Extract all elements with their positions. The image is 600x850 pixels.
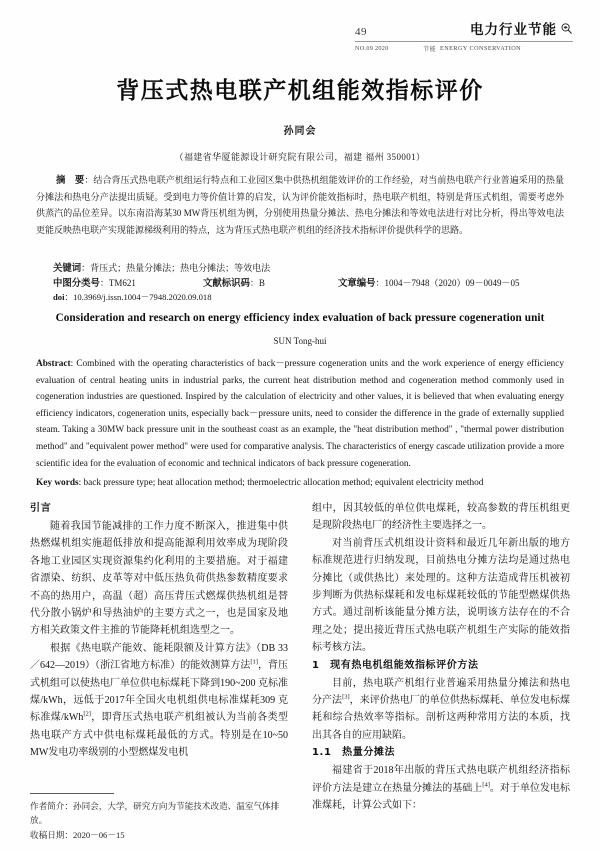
page-number: 49	[355, 26, 367, 38]
abstract-label-en: Abstract	[36, 359, 71, 369]
clc-label: 中图分类号	[53, 278, 100, 289]
doccode-label: 文献标识码	[203, 278, 250, 289]
citation-ref: [1]	[250, 658, 258, 666]
paragraph	[312, 675, 570, 745]
article-title-cn: 背压式热电联产机组能效指标评价	[116, 78, 484, 104]
left-column	[30, 500, 288, 846]
keywords-line-cn	[53, 261, 565, 276]
citation-ref: [3]	[342, 693, 350, 701]
paragraph	[30, 640, 288, 762]
title-block	[0, 78, 600, 163]
footnote-author-bio: 作者简介：孙同会，大学，研究方向为节能技术改造、温室气体排放。	[30, 800, 280, 825]
abstract-text-en: : Combined with the operating characteristics of back－pressure cogeneration units and the work experience of energy efficiency evaluation of central heating units in industrial parks, the current heat distribution method and cogeneration method commonly used in cogeneration industries are questioned. Inspired by the calculation of electricity and other values, it is believed that when evaluating energy efficiency indicators, cogeneration units, especially back－pressure units, need to consider the difference in the grade of externally supplied steam. Taking a 30MW back pressure unit in the southeast coast as an example, the "heat distribution method" , "thermal power distribution method" and "equivalent power method" were used for comparative analysis. The characteristics of energy cascade utilization provide a more scientific idea for the evaluation of economic and technical indicators of back pressure cogeneration.	[36, 359, 564, 469]
paragraph-part: 福建省于2018年出版的背压式热电联产机组经济指标评价方法是建立在热量分摊法的基础上	[312, 765, 570, 794]
paragraph-part: 根据《热电联产能效、能耗限额及计算方法》（DB 33／642—2019）（浙江省地方标准）的能效测算方法	[30, 642, 288, 672]
paragraph-part: ，即背压式热电联产机组被认为当前各类型热电联产方式中供电标煤耗最低的方式。特别是在10~50 MW发电功率级别的小型燃煤发电机	[30, 712, 289, 759]
citation-ref: [4]	[482, 781, 490, 789]
doccode-value: ：B	[249, 278, 265, 288]
body-columns	[30, 500, 570, 846]
keywords-value-cn: ：背压式；热量分摊法；热电分摊法；等效电法	[81, 263, 271, 273]
paragraph-part: 目前，热电联产机组行业普遍采用热量分摊法和热电分产法	[312, 677, 570, 707]
keywords-label-cn: 关键词	[53, 263, 82, 274]
right-column	[312, 500, 570, 846]
journal-logo-icon	[560, 22, 573, 35]
paragraph: 组中，因其较低的单位供电煤耗，较高参数的背压机组更是现阶段热电厂的经济性主要选择之一。	[312, 503, 570, 532]
section-heading-introduction: 引言	[30, 503, 52, 514]
doi-line	[53, 291, 212, 303]
paragraph: 随着我国节能减排的工作力度不断深入，推进集中供热燃煤机组实施超低排放和提高能源利用效率成为现阶段各地工业园区实现资源集约化利用的主要措施。对于福建省漂染、纺织、皮革等对中低压热负荷供热参数精度要求不高的热用户，高温（超）高压背压式燃煤供热机组是替代分散小锅炉和导热油炉的主要方式之一，也是国家及地方相关政策文件主推的节能降耗机组选型之一。	[30, 521, 288, 637]
section-heading-1-1: 1.1 热量分摊法	[312, 747, 396, 759]
paragraph	[312, 762, 570, 814]
abstract-en	[36, 356, 564, 472]
articleno-value: ：1004－7948（2020）09－0049－05	[375, 278, 520, 288]
author-affiliation-cn: （福建省华厦能源设计研究院有限公司，福建 福州 350001）	[174, 151, 426, 162]
clc-group	[53, 276, 203, 291]
citation-ref: [2]	[83, 711, 91, 719]
paragraph-part: 。对于单位发电标准煤耗，计算公式如下：	[312, 782, 571, 812]
doi-label: doi	[53, 292, 65, 302]
running-head-top	[355, 18, 573, 41]
footnote-received-date: 收稿日期：2020－06－15	[30, 829, 125, 840]
abstract-text-cn: ：结合背压式热电联产机组运行特点和工业园区集中供热机组能效评价的工作经验，对当前热电联产行业普遍采用的热量分摊法和热电分产法提出质疑。受到电力等价值计算的启发，认为评价能效指标时，热电联产机组，特别是背压式机组，需要考虑外供蒸汽的品位差异。以东南沿海某30 MW背压机组为例，分别使用热量分摊法、热电分摊法和等效电法进行对比分析，得出等效电法更能反映热电联产实现能源梯级利用的特点，这为背压式热电联产机组的经济技术指标评价提供科学的思路。	[36, 175, 564, 235]
footnote-block	[30, 793, 288, 843]
section-heading-1: 1 现有热电机组能效指标评价方法	[312, 659, 479, 671]
journal-name-text: 电力行业节能	[470, 22, 557, 38]
journal-subtitle-en: ENERGY CONSERVATION	[439, 45, 522, 52]
author-name-en: SUN Tong-hui	[273, 336, 327, 346]
keywords-text-en: : back pressure type; heat allocation method; thermoelectric allocation method; equivalent electricity method	[78, 478, 484, 488]
abstract-label-cn: 摘 要	[56, 175, 85, 186]
doi-value: ：10.3969/j.issn.1004－7948.2020.09.018	[64, 292, 212, 302]
issue-number: NO.09 2020	[355, 45, 389, 52]
article-title-en: Consideration and research on energy efficiency index evaluation of back pressure cogeneration unit	[55, 312, 545, 324]
paragraph: 对当前背压式机组设计资料和最近几年新出版的地方标准规范进行归纳发现，目前热电分摊方法均是通过热电分摊比（或供热比）来处理的。这种方法造成背压机被初步判断为供热标煤耗和发电标煤耗较低的节能型燃煤供热方式。通过剖析该能量分摊方法，说明该方法存在的不合理之处；提出接近背压式热电联产机组生产实际的能效指标考核方法。	[312, 537, 570, 654]
doccode-group	[203, 276, 338, 291]
running-head	[355, 18, 573, 53]
journal-name	[470, 18, 573, 38]
keywords-label-en: Key words	[36, 478, 79, 488]
articleno-group	[338, 276, 565, 291]
paragraph-part: ，来评价热电厂的单位供热标煤耗、单位发电标煤耗和综合热效率等指标。剖析这两种常用方法的本质，找出其各自的应用缺陷。	[312, 695, 571, 741]
classification-line	[53, 276, 565, 291]
articleno-label: 文章编号	[338, 278, 376, 289]
paragraph-part: ，背压式机组可以使热电厂单位供电标煤耗下降到190~200 克标准煤/kWh，远低于2017年全国火电机组供电标准煤耗309 克标准煤/kWh	[30, 660, 289, 724]
author-name-cn: 孙同会	[283, 125, 317, 137]
footnote-divider	[30, 793, 114, 794]
running-head-bottom	[355, 42, 573, 53]
keywords-line-en	[36, 475, 564, 491]
abstract-cn	[36, 172, 564, 238]
clc-value: ：TM621	[99, 278, 136, 288]
journal-subtitle-cn: 节能	[423, 46, 436, 53]
